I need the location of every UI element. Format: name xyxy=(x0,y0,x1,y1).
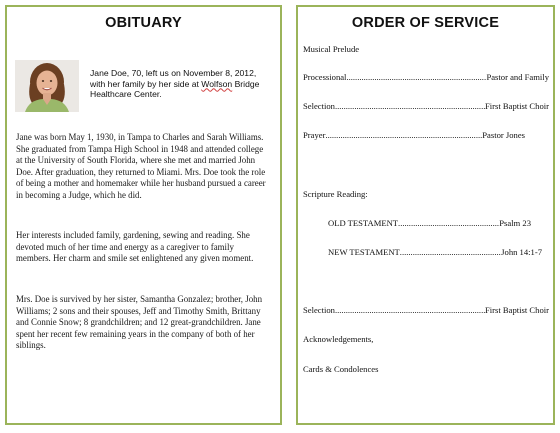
obituary-paragraph-1: Jane was born May 1, 1930, in Tampa to Charles and Sarah Williams. She graduated from Tampa High School in 1948 and attended college at the University of South Florida, where she met and married John Doe. After graduation, they returned to Miami. Mrs. Doe took the role of being a mother and homemaker while her husband pursued a career in becoming a Judge, which he did. xyxy=(16,132,266,200)
scripture-reading-label: Scripture Reading: xyxy=(303,189,368,199)
prayer-label: Prayer xyxy=(303,130,326,140)
dot-leader xyxy=(335,305,485,316)
obituary-heading: OBITUARY xyxy=(105,15,182,31)
selection-1-value: First Baptist Choir xyxy=(485,101,549,111)
intro-place-rest: Bridge Healthcare Center. xyxy=(90,78,260,99)
selection-2-value: First Baptist Choir xyxy=(485,305,549,315)
prayer-value: Pastor Jones xyxy=(482,130,525,140)
portrait-image xyxy=(15,60,79,112)
selection-2-label: Selection xyxy=(303,305,335,315)
old-testament-value: Psalm 23 xyxy=(499,218,531,228)
processional-row xyxy=(303,72,549,83)
obituary-paragraph-2: Her interests included family, gardening, sewing and reading. She devoted much of her time and energy as a caregiver to family members. Her charm and smile set enlightened any given moment. xyxy=(16,230,254,264)
dot-leader xyxy=(400,247,501,258)
dot-leader xyxy=(335,101,485,112)
selection-1-label: Selection xyxy=(303,101,335,111)
portrait-photo xyxy=(15,60,79,112)
old-testament-row xyxy=(328,218,531,229)
dot-leader xyxy=(346,72,486,83)
obituary-paragraph-3: Mrs. Doe is survived by her sister, Samantha Gonzalez; brother, John Williams; 2 sons and their spouses, Jeff and Timothy Smith, Brittany and Connie Snow; 8 grandchildren; and 12 great-grandchildren. Jane spent her recent few remaining years in the company of both of her siblings. xyxy=(16,294,263,351)
order-of-service-panel xyxy=(296,5,555,425)
new-testament-row xyxy=(328,247,542,258)
old-testament-label: OLD TESTAMENT xyxy=(328,218,399,228)
new-testament-label: NEW TESTAMENT xyxy=(328,247,400,257)
prayer-row xyxy=(303,130,525,141)
new-testament-value: John 14:1-7 xyxy=(501,247,542,257)
processional-label: Processional xyxy=(303,72,347,82)
cards-and-condolences: Cards & Condolences xyxy=(303,364,379,374)
intro-text: Jane Doe, 70, left us on November 8, 2012, with her family by her side at xyxy=(90,68,257,89)
obituary-intro xyxy=(90,68,270,100)
musical-prelude: Musical Prelude xyxy=(303,44,360,54)
selection-2-row xyxy=(303,305,549,316)
dot-leader xyxy=(325,130,482,141)
processional-value: Pastor and Family xyxy=(486,72,549,82)
order-of-service-heading: ORDER OF SERVICE xyxy=(351,15,500,31)
intro-place-misspelled: Wolfson xyxy=(201,78,233,89)
acknowledgements: Acknowledgements, xyxy=(303,334,374,344)
obituary-panel xyxy=(5,5,282,425)
selection-1-row xyxy=(303,101,549,112)
dot-leader xyxy=(398,218,499,229)
